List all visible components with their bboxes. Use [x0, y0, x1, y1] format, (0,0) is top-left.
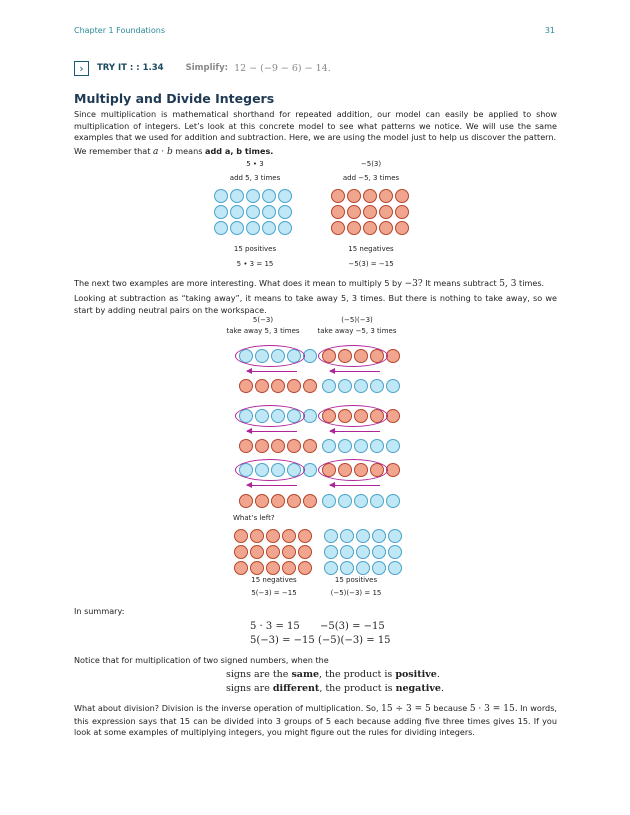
take-away-arrow-icon [247, 371, 297, 372]
positive-counter [356, 545, 370, 559]
positive-counter [303, 409, 317, 423]
positive-counter [214, 205, 228, 219]
remaining-negatives-grid [234, 529, 314, 577]
negative-counter [266, 561, 280, 575]
positive-counter [322, 494, 336, 508]
positive-counter [340, 529, 354, 543]
positive-counter [386, 494, 400, 508]
take-away-ring [318, 459, 388, 481]
negative-counter [239, 379, 253, 393]
negative-counter [363, 189, 377, 203]
summary-label: In summary: [74, 606, 125, 616]
take-away-ring [235, 459, 305, 481]
negative-counter [282, 561, 296, 575]
fig1-left-eq: 5 • 3 = 15 [236, 260, 274, 268]
division-eq1: 15 ÷ 3 = 5 [381, 704, 431, 714]
negative-counter [234, 529, 248, 543]
positive-counter [338, 439, 352, 453]
rule1-a: signs are the [226, 669, 292, 680]
try-it-label: TRY IT : : 1.34 [97, 63, 164, 73]
summary-eq2: −5(3) = −15 [320, 621, 385, 632]
negative-counter [379, 205, 393, 219]
remaining-positives-grid [324, 529, 404, 577]
next-mid: It means subtract [425, 278, 497, 288]
division-because: because [433, 703, 468, 713]
negative-counter [303, 439, 317, 453]
positive-counter [262, 189, 276, 203]
negative-counter [363, 205, 377, 219]
next-expr: −3? [404, 279, 423, 289]
negative-counter [239, 494, 253, 508]
positive-counter [324, 529, 338, 543]
negative-counter [331, 189, 345, 203]
rule2-e: . [440, 683, 444, 694]
try-it-simplify: Simplify: [185, 63, 229, 73]
negative-counter [282, 545, 296, 559]
positive-counter [324, 545, 338, 559]
whats-left-label: What’s left? [233, 514, 275, 522]
positive-counter [386, 439, 400, 453]
negative-counter [347, 221, 361, 235]
positive-counter [356, 529, 370, 543]
summary-eq3: 5(−3) = −15 [250, 635, 315, 646]
rule1-b: same [291, 669, 320, 680]
section-title: Multiply and Divide Integers [74, 91, 275, 106]
fig2-right-eq: (−5)(−3) = 15 [330, 589, 382, 597]
negative-counter [303, 379, 317, 393]
notice-paragraph: Notice that for multiplication of two signed numbers, when the [74, 655, 329, 665]
positive-counter [388, 545, 402, 559]
remember-pre: We remember that [74, 146, 151, 156]
negative-counter [255, 379, 269, 393]
positive-counter [386, 379, 400, 393]
negative-counter [298, 545, 312, 559]
fig1-right-label: 15 negatives [348, 245, 394, 253]
fig1-left-top: 5 • 3 [246, 160, 264, 168]
page-number: 31 [544, 26, 555, 35]
try-it-box [74, 60, 331, 76]
positive-counter [338, 494, 352, 508]
negative-counter [234, 545, 248, 559]
take-away-ring [318, 405, 388, 427]
negative-counter [298, 561, 312, 575]
negative-counter [250, 529, 264, 543]
positive-counter [340, 545, 354, 559]
positive-counter [262, 205, 276, 219]
division-eq2: 5 · 3 = 15. [469, 704, 518, 714]
positive-counter [246, 221, 260, 235]
remember-bold: add a, b times. [205, 146, 274, 156]
negative-counter [234, 561, 248, 575]
positive-counter [230, 221, 244, 235]
rule2-b: different [272, 683, 320, 694]
next-paragraph [74, 278, 557, 291]
chapter-header: Chapter 1 Foundations [74, 26, 165, 35]
negative-counter [331, 205, 345, 219]
positive-counter [388, 529, 402, 543]
take-away-arrow-icon [247, 485, 297, 486]
negative-counter [386, 349, 400, 363]
negative-counter [282, 529, 296, 543]
positive-counter [246, 205, 260, 219]
negative-counter [363, 221, 377, 235]
positive-counter [372, 561, 386, 575]
positive-counter [354, 379, 368, 393]
next-expr2: 5, 3 [499, 279, 517, 289]
positive-counter [370, 439, 384, 453]
fig2-left-sub: take away 5, 3 times [226, 327, 300, 335]
positive-counter [230, 189, 244, 203]
take-away-ring [235, 345, 305, 367]
counter-row [322, 379, 400, 393]
negative-counter [379, 221, 393, 235]
negative-counter [271, 379, 285, 393]
take-away-arrow-icon [330, 431, 380, 432]
try-it-expression: 12 − (−9 − 6) − 14. [234, 62, 331, 74]
fig2-left-eq: 5(−3) = −15 [251, 589, 297, 597]
positive-counter [214, 189, 228, 203]
negative-counter [379, 189, 393, 203]
fig1-right-sub: add −5, 3 times [342, 174, 400, 182]
positive-counter [354, 494, 368, 508]
chevron-right-icon[interactable]: › [74, 61, 89, 76]
positive-counter [303, 463, 317, 477]
negative-counter [266, 545, 280, 559]
positive-counter [370, 379, 384, 393]
counter-row [239, 439, 317, 453]
counter-row [322, 494, 400, 508]
remember-mid: means [175, 146, 203, 156]
rule2-a: signs are [226, 683, 273, 694]
intro-paragraph: Since multiplication is mathematical shorthand for repeated addition, our model can easily be applied to show multiplication of integers. Let’s look at this concrete model to see what patterns we notice. We will use the same examples that we used for addition and subtraction. Here, we are using the model just to help us discover the pattern. [74, 109, 557, 142]
positive-counter [340, 561, 354, 575]
summary-eq1: 5 · 3 = 15 [250, 621, 300, 632]
rule-same-signs [226, 669, 440, 680]
fig1-left-label: 15 positives [233, 245, 277, 253]
remember-expr: a · b [153, 147, 173, 157]
positive-counter [246, 189, 260, 203]
counter-row [239, 494, 317, 508]
take-away-arrow-icon [330, 485, 380, 486]
fig2-right-top: (−5)(−3) [341, 316, 373, 324]
take-away-ring [318, 345, 388, 367]
take-away-arrow-icon [247, 431, 297, 432]
next-post: times. [519, 278, 545, 288]
division-post: In words, this expression says that 15 can be divided into 3 groups of 5 each because adding five three times gives 15. If you look at some examples of multiplying integers, you might figure out the rules for dividing integers. [74, 703, 557, 737]
fig2-left-top: 5(−3) [252, 316, 274, 324]
division-pre: What about division? Division is the inverse operation of multiplication. So, [74, 703, 379, 713]
fig1-left-sub: add 5, 3 times [229, 174, 281, 182]
negative-counter [250, 561, 264, 575]
negative-counter [271, 439, 285, 453]
rule-different-signs [226, 683, 444, 694]
negative-counter [347, 189, 361, 203]
rule1-e: . [436, 669, 440, 680]
counter-row [322, 439, 400, 453]
positive-counter [322, 439, 336, 453]
next-pre: The next two examples are more interesting. What does it mean to multiply 5 by [74, 278, 402, 288]
division-paragraph [74, 703, 557, 739]
negative-counter [395, 189, 409, 203]
fig1-right-top: −5(3) [360, 160, 382, 168]
negative-counter [266, 529, 280, 543]
remember-paragraph [74, 146, 557, 159]
negative-counter [255, 439, 269, 453]
positive-counter [303, 349, 317, 363]
rule1-d: positive [395, 669, 437, 680]
positive-counter [370, 494, 384, 508]
counter-row [239, 379, 317, 393]
positive-counter [262, 221, 276, 235]
summary-eq4: (−5)(−3) = 15 [318, 635, 391, 646]
take-away-paragraph: Looking at subtraction as “taking away”, it means to take away 5, 3 times. But there is nothing to take away, so we start by adding neutral pairs on the workspace. [74, 293, 557, 315]
negative-counter [250, 545, 264, 559]
negative-counter [386, 463, 400, 477]
take-away-ring [235, 405, 305, 427]
negative-counter [287, 439, 301, 453]
negative-counter [347, 205, 361, 219]
positive-counter [278, 205, 292, 219]
positive-counter [322, 379, 336, 393]
rule1-c: , the product is [319, 669, 396, 680]
positive-counter [324, 561, 338, 575]
negative-counter [331, 221, 345, 235]
rule2-d: negative [395, 683, 441, 694]
positive-counter [356, 561, 370, 575]
negative-counter [395, 221, 409, 235]
positive-counter [278, 221, 292, 235]
negative-counter [303, 494, 317, 508]
positive-counter [338, 379, 352, 393]
positive-counter [278, 189, 292, 203]
negative-counter [395, 205, 409, 219]
positive-counter [214, 221, 228, 235]
positive-counter [372, 529, 386, 543]
negative-counter [271, 494, 285, 508]
fig1-right-eq: −5(3) = −15 [348, 260, 394, 268]
rule2-c: , the product is [319, 683, 396, 694]
positive-counter [354, 439, 368, 453]
fig2-right-sub: take away −5, 3 times [317, 327, 397, 335]
positive-counter [230, 205, 244, 219]
positive-counters-grid [214, 189, 294, 237]
positive-counter [372, 545, 386, 559]
take-away-arrow-icon [330, 371, 380, 372]
negative-counter [255, 494, 269, 508]
fig2-right-label: 15 positives [334, 576, 378, 584]
negative-counters-grid [331, 189, 411, 237]
negative-counter [298, 529, 312, 543]
negative-counter [386, 409, 400, 423]
negative-counter [239, 439, 253, 453]
positive-counter [388, 561, 402, 575]
negative-counter [287, 379, 301, 393]
fig2-left-label: 15 negatives [251, 576, 297, 584]
negative-counter [287, 494, 301, 508]
